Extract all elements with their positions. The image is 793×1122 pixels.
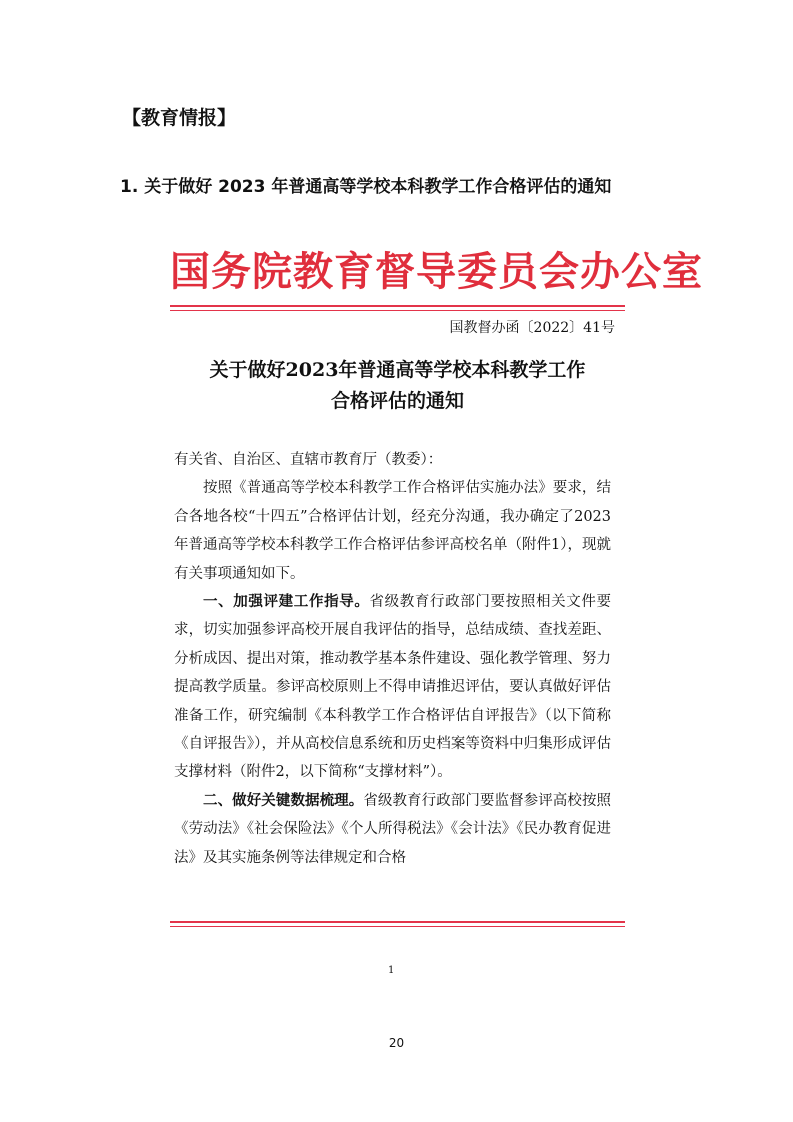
paragraph-section-2 <box>174 787 611 872</box>
scanned-notice <box>130 228 703 976</box>
footer-rule <box>170 921 625 923</box>
document-title <box>170 355 625 417</box>
letterhead-rule-thin <box>170 310 625 311</box>
section-1-heading: 一、加强评建工作指导。 <box>203 594 370 611</box>
inner-page-number: 1 <box>388 965 395 976</box>
document-body <box>174 446 611 872</box>
letterhead: 国务院教育督导委员会办公室 <box>170 248 703 295</box>
footer-rule-thin <box>170 926 625 927</box>
section-1-body: 省级教育行政部门要按照相关文件要求，切实加强参评高校开展自我评估的指导，总结成绩、查找差距、分析成因、提出对策，推动教学基本条件建设、强化教学管理、努力提高教学质量。参评高校原则上不得申请推迟评估，要认真做好评估准备工作，研究编制《本科教学工作合格评估自评报告》（以下简称《自评报告》），并从高校信息系统和历史档案等资料中归集形成评估支撑材料（附件2，以下简称“支撑材料”）。 <box>174 594 612 781</box>
item-title: 1. 关于做好 2023 年普通高等学校本科教学工作合格评估的通知 <box>120 177 612 197</box>
document-number: 国教督办函〔2022〕41号 <box>449 320 615 336</box>
page-number: 20 <box>388 1036 405 1050</box>
salutation: 有关省、自治区、直辖市教育厅（教委）： <box>174 452 443 468</box>
document-title-line-2: 合格评估的通知 <box>330 390 464 412</box>
document-title-line-1: 关于做好2023年普通高等学校本科教学工作 <box>209 359 586 381</box>
section-2-body: 省级教育行政部门要监督参评高校按照《劳动法》《社会保险法》《个人所得税法》《会计法》《民办教育促进法》及其实施条例等法律规定和合格 <box>174 792 612 866</box>
section-2-heading: 二、做好关键数据梳理。 <box>203 792 364 809</box>
section-tag: 【教育情报】 <box>122 107 237 129</box>
letterhead-rule <box>170 305 625 307</box>
paragraph-section-1 <box>174 588 611 787</box>
paragraph-intro: 按照《普通高等学校本科教学工作合格评估实施办法》要求，结合各地各校“十四五”合格评估计划，经充分沟通，我办确定了2023年普通高等学校本科教学工作合格评估参评高校名单（附件1），现就有关事项通知如下。 <box>174 480 611 582</box>
